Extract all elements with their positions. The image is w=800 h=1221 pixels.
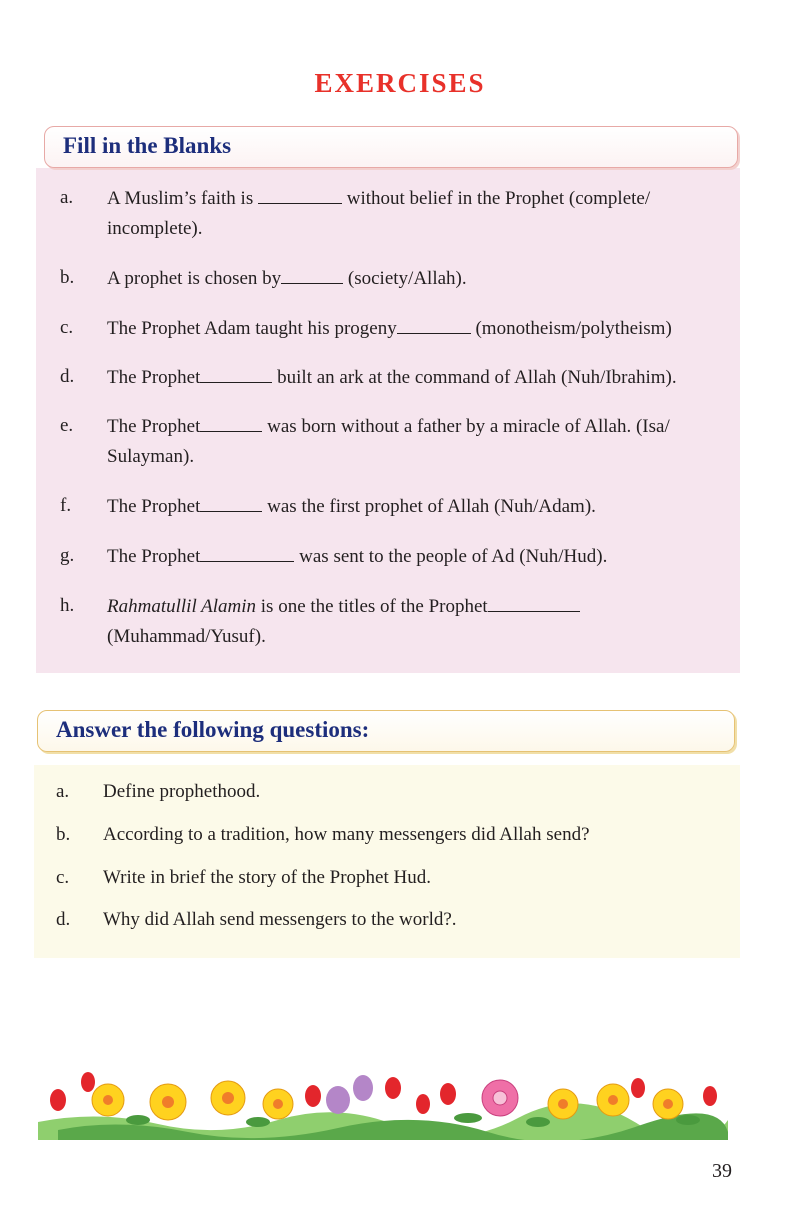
flower-border-illustration bbox=[38, 1060, 728, 1140]
blank-line bbox=[488, 591, 580, 612]
answer-questions-heading: Answer the following questions: bbox=[56, 717, 370, 742]
blank-line bbox=[200, 362, 272, 383]
blank-line bbox=[200, 411, 262, 432]
item-text: incomplete). bbox=[107, 218, 203, 239]
answer-questions-header bbox=[37, 710, 735, 752]
item-text: was sent to the people of Ad (Nuh/Hud). bbox=[294, 546, 608, 567]
item-text: Write in brief the story of the Prophet Hud. bbox=[103, 867, 431, 888]
blank-line bbox=[258, 183, 342, 204]
item-letter: g. bbox=[60, 545, 75, 566]
item-italic-text: Rahmatullil Alamin bbox=[107, 596, 257, 617]
pink-flower bbox=[482, 1080, 518, 1116]
page-title: EXERCISES bbox=[314, 68, 486, 98]
item-text: is one the titles of the Prophet bbox=[256, 596, 488, 617]
item-text: The Prophet bbox=[107, 367, 201, 388]
item-text: was born without a father by a miracle of Allah. (Isa/ bbox=[262, 416, 670, 437]
item-text: Sulayman). bbox=[107, 446, 195, 467]
item-text: The Prophet bbox=[107, 546, 201, 567]
item-text: Why did Allah send messengers to the world?. bbox=[103, 909, 457, 930]
item-text: was the first prophet of Allah (Nuh/Adam). bbox=[262, 496, 596, 517]
page-number: 39 bbox=[712, 1160, 732, 1182]
item-letter: c. bbox=[60, 317, 74, 338]
item-letter: b. bbox=[60, 267, 75, 288]
item-text: According to a tradition, how many messengers did Allah send? bbox=[103, 824, 590, 845]
item-letter: e. bbox=[60, 415, 74, 436]
item-letter: d. bbox=[60, 366, 75, 387]
blank-line bbox=[200, 541, 294, 562]
item-letter: h. bbox=[60, 595, 75, 616]
item-text: The Prophet bbox=[107, 416, 201, 437]
blank-line bbox=[397, 313, 471, 334]
item-text: (monotheism/polytheism) bbox=[470, 318, 672, 339]
item-letter: a. bbox=[60, 187, 74, 208]
item-letter: a. bbox=[56, 781, 70, 802]
purple-flowers bbox=[326, 1075, 373, 1114]
item-letter: c. bbox=[56, 867, 70, 888]
item-text: The Prophet Adam taught his progeny bbox=[107, 318, 397, 339]
item-letter: f. bbox=[60, 495, 72, 516]
item-text: A Muslim’s faith is bbox=[107, 188, 258, 209]
item-text: The Prophet bbox=[107, 496, 201, 517]
blank-line bbox=[281, 263, 343, 284]
item-text: (society/Allah). bbox=[343, 268, 467, 289]
item-letter: d. bbox=[56, 909, 71, 930]
item-text: without belief in the Prophet (complete/ bbox=[341, 188, 651, 209]
item-letter: b. bbox=[56, 824, 71, 845]
item-text: (Muhammad/Yusuf). bbox=[107, 626, 266, 647]
item-text: Define prophethood. bbox=[103, 781, 261, 802]
fill-blanks-heading: Fill in the Blanks bbox=[63, 133, 232, 158]
item-text: A prophet is chosen by bbox=[107, 268, 282, 289]
fill-blanks-header bbox=[44, 126, 738, 168]
blank-line bbox=[200, 491, 262, 512]
item-text: built an ark at the command of Allah (Nuh/Ibrahim). bbox=[272, 367, 677, 388]
